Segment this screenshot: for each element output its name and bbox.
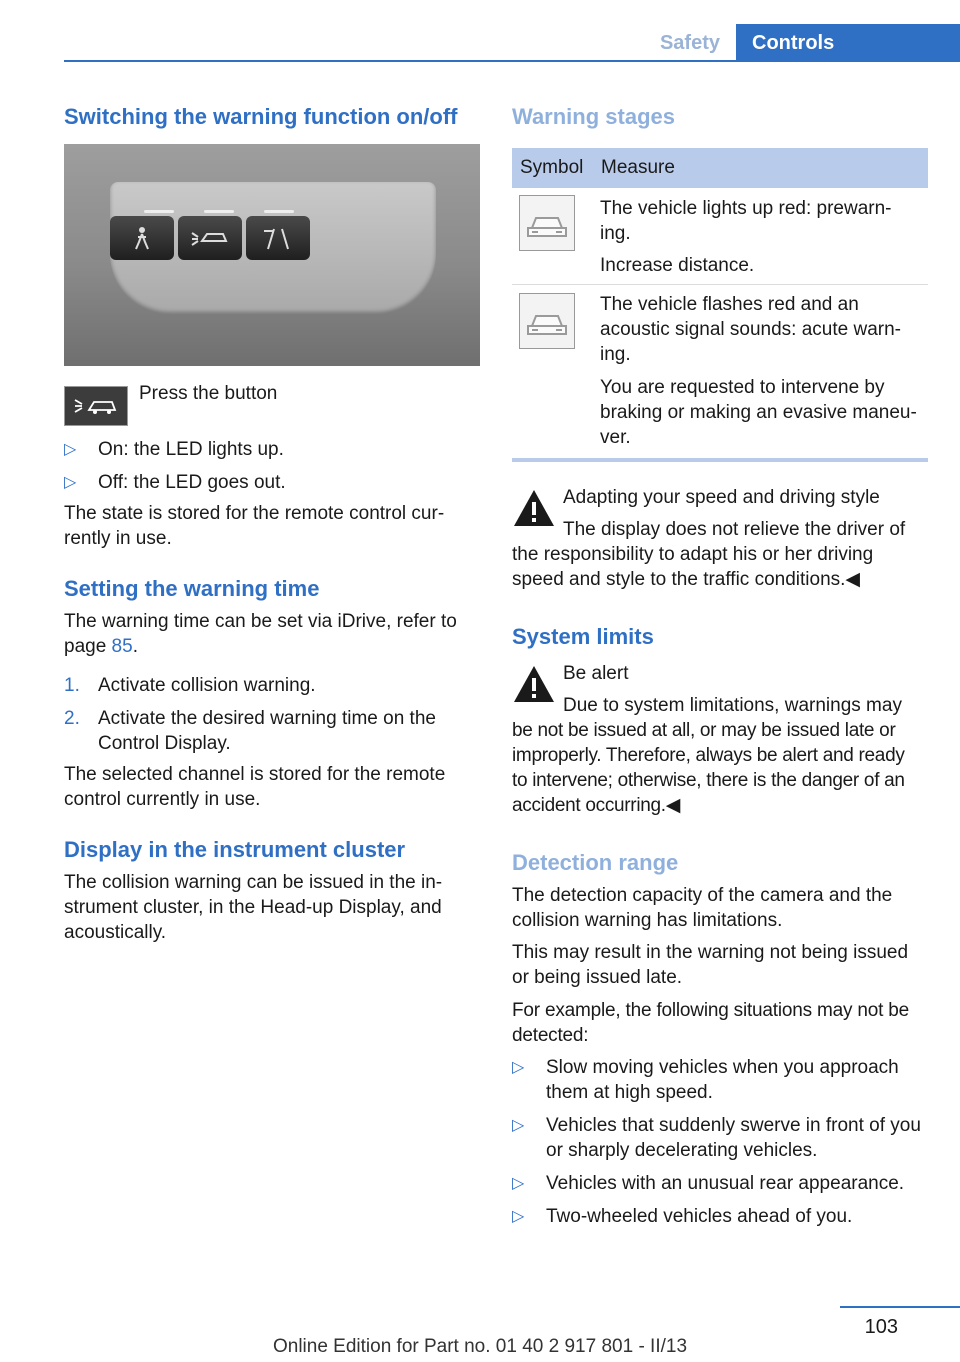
adapting-title: Adapting your speed and driving style [563, 487, 880, 508]
onoff-list [64, 437, 484, 503]
list-item [512, 1055, 942, 1105]
detection-p1: The detection capacity of the camera and the collision warning has limitations. [512, 885, 893, 931]
list-item-text: Slow moving vehicles when you approach them at high speed. [546, 1057, 899, 1103]
stage1-line2: Increase distance. [600, 255, 755, 276]
column-measure: Measure [601, 157, 675, 178]
header-rule [64, 60, 960, 62]
alert-title: Be alert [563, 663, 629, 684]
list-item-text: Vehicles that suddenly swerve in front of you or sharply decelerating vehicles. [546, 1115, 921, 1161]
stage2-line1: The vehicle flashes red and an acoustic signal sounds: acute warn- ing. [600, 294, 901, 365]
led-indicator [144, 210, 174, 213]
table-header [512, 148, 928, 188]
button-panel-photo [64, 144, 480, 366]
list-item [64, 673, 484, 698]
list-item-text: Two-wheeled vehicles ahead of you. [546, 1206, 853, 1227]
warning-triangle-icon [512, 488, 556, 528]
list-item-text: Activate collision warning. [98, 675, 316, 696]
stored-note: The state is stored for the remote control cur- rently in use. [64, 503, 445, 549]
pedestrian-warning-icon [110, 216, 174, 260]
stage2-line2: You are requested to intervene by braking or making an evasive maneu- ver. [600, 377, 917, 448]
adapting-text: the responsibility to adapt his or her driving speed and style to the traffic conditions.◀ [512, 544, 874, 590]
edition-footer: Online Edition for Part no. 01 40 2 917 801 - II/13 [272, 1336, 688, 1357]
car-outline-icon [519, 293, 575, 349]
list-item [64, 437, 484, 462]
stage1-line1: The vehicle lights up red: prewarn- ing. [600, 198, 892, 244]
table-end-rule [512, 458, 928, 462]
table-row-divider [512, 284, 928, 285]
footer-rule [840, 1306, 960, 1308]
steps-list [64, 673, 484, 764]
detection-range-heading: Detection range [512, 850, 679, 875]
alert-text: be not be issued at all, or may be issued late or improperly. Therefore, always be alert and ready to intervene; otherwise, there is the danger of an accident occurring.◀ [512, 720, 905, 816]
detection-p3: For example, the following situations may not be detected: [512, 1000, 909, 1046]
alert-line: Due to system limitations, warnings may [563, 695, 902, 716]
display-text: The collision warning can be issued in the in- strument cluster, in the Head-up Display, and acoustically. [64, 872, 443, 943]
warning-triangle-icon [512, 664, 556, 704]
collision-warning-button-icon [64, 386, 128, 426]
display-heading: Display in the instrument cluster [64, 837, 406, 862]
list-item [64, 706, 484, 756]
system-limits-heading: System limits [512, 624, 654, 649]
list-item [512, 1113, 942, 1163]
bullet-marker: ▷ [512, 1059, 525, 1076]
list-item-text: On: the LED lights up. [98, 439, 284, 460]
list-item-text: Off: the LED goes out. [98, 472, 286, 493]
bullet-marker: ▷ [512, 1175, 525, 1192]
bullet-marker: 2. [64, 708, 80, 729]
lane-departure-icon [246, 216, 310, 260]
car-outline-icon [519, 195, 575, 251]
page-link[interactable]: 85 [111, 636, 133, 657]
led-indicator [264, 210, 294, 213]
bullet-marker: ▷ [64, 474, 77, 491]
collision-warning-icon [178, 216, 242, 260]
bullet-marker: ▷ [512, 1117, 525, 1134]
list-item [512, 1171, 942, 1196]
tab-controls[interactable]: Controls [736, 24, 960, 62]
warning-time-text: The warning time can be set via iDrive, refer to page 85. [64, 611, 457, 657]
list-item-text: Vehicles with an unusual rear appearance. [546, 1173, 905, 1194]
press-button-text: Press the button [139, 383, 278, 404]
page-number: 103 [864, 1316, 898, 1338]
channel-note: The selected channel is stored for the remote control currently in use. [64, 764, 446, 810]
warning-time-heading: Setting the warning time [64, 576, 320, 601]
tab-safety[interactable]: Safety [659, 32, 720, 54]
led-indicator [204, 210, 234, 213]
warning-stages-heading: Warning stages [512, 104, 675, 129]
bullet-marker: 1. [64, 675, 80, 696]
column-symbol: Symbol [520, 157, 584, 178]
bullet-marker: ▷ [512, 1208, 525, 1225]
adapting-line: The display does not relieve the driver of [563, 519, 906, 540]
situations-list [512, 1055, 942, 1237]
list-item [64, 470, 484, 495]
section-heading-switching: Switching the warning function on/off [64, 104, 458, 129]
detection-p2: This may result in the warning not being issued or being issued late. [512, 942, 909, 988]
list-item-text: Activate the desired warning time on the Control Display. [98, 708, 436, 754]
list-item [512, 1204, 942, 1229]
bullet-marker: ▷ [64, 441, 77, 458]
